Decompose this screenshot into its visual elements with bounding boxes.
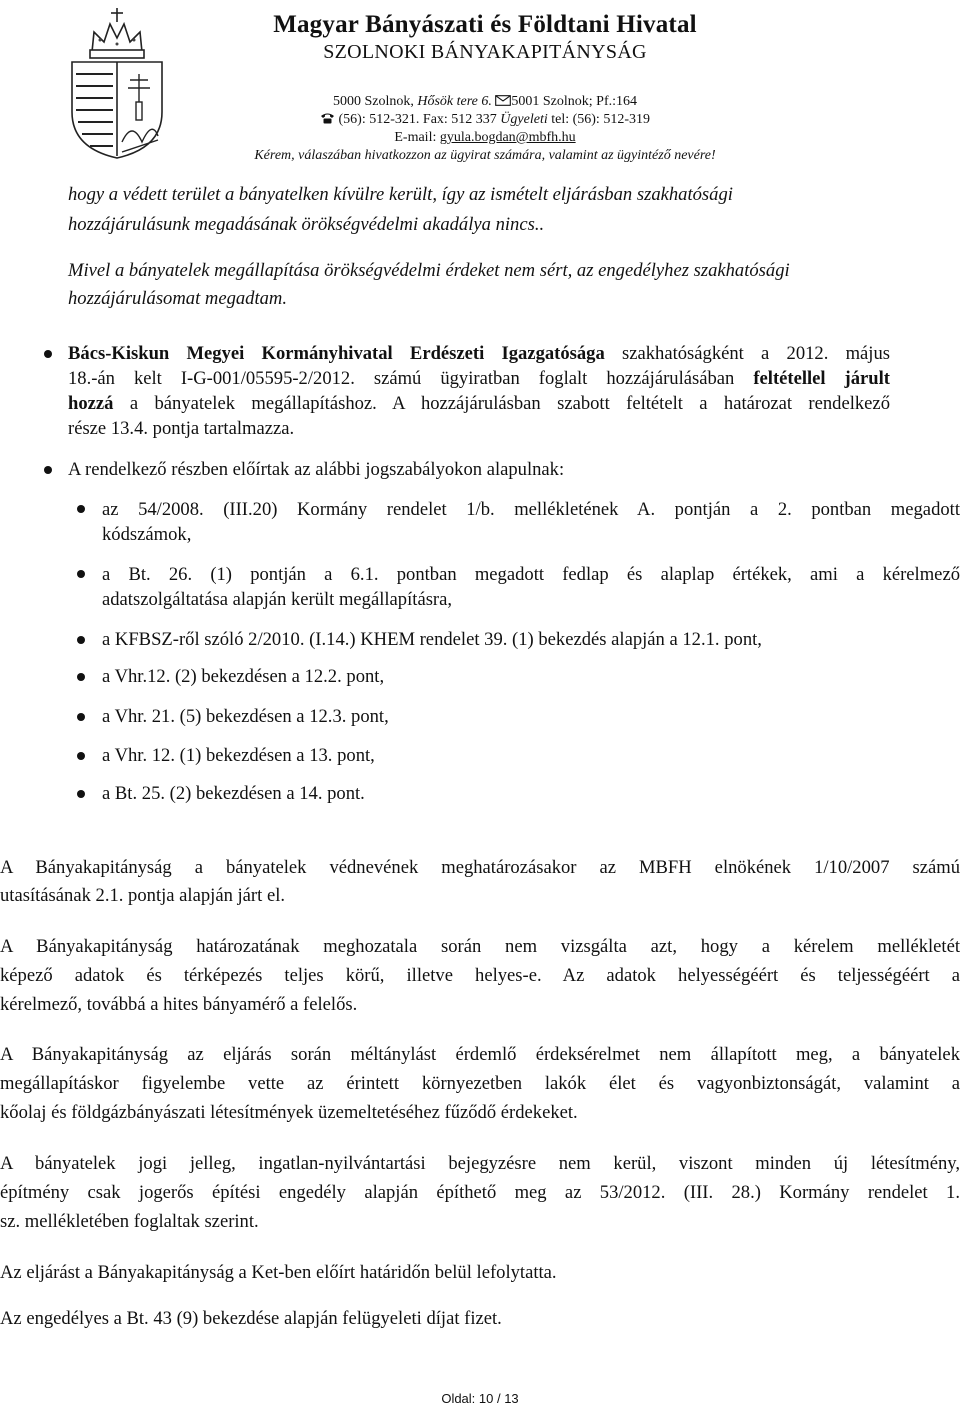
bullet-icon <box>77 570 85 578</box>
intro-line: hozzájárulásomat megadtam. <box>68 288 288 309</box>
legal-item: kódszámok, <box>102 524 192 545</box>
letterhead <box>200 10 770 163</box>
address-street: Hősök tere 6. <box>417 94 492 109</box>
organization-name: Magyar Bányászati és Földtani Hivatal <box>273 11 697 38</box>
intro-line: Mivel a bányatelek megállapítása örökségvédelmi érdeket nem sért, az engedélyhez szakhatósági <box>68 260 790 281</box>
paragraph-line: Az engedélyes a Bt. 43 (9) bekezdése alapján felügyeleti díjat fizet. <box>0 1308 502 1329</box>
paragraph-line: építmény csak jogerős építési engedély alapján építhető meg az 53/2012. (III. 28.) Kormány rendelet 1. <box>0 1182 960 1203</box>
email-line <box>200 129 770 147</box>
coat-of-arms-icon <box>64 2 170 160</box>
paragraph-line: A Bányakapitányság az eljárás során méltánylást érdemlő érdeksérelmet nem állapított meg, a bányatelek <box>0 1044 960 1065</box>
intro-line: hogy a védett terület a bányatelken kívülre került, így az ismételt eljárásban szakhatósági <box>68 184 733 205</box>
legal-basis-intro: A rendelkező részben előírtak az alábbi jogszabályokon alapulnak: <box>68 459 565 480</box>
legal-item: a Vhr.12. (2) bekezdésen a 12.2. pont, <box>102 666 385 687</box>
legal-item: adatszolgáltatása alapján került megállapításra, <box>102 589 453 610</box>
legal-item: a Bt. 25. (2) bekezdésen a 14. pont. <box>102 783 365 804</box>
bullet-icon <box>77 505 85 513</box>
paragraph-line: kérelmező, továbbá a hites bányamérő a felelős. <box>0 994 358 1015</box>
duty-phone: tel: (56): 512-319 <box>547 112 650 127</box>
phone-number: (56): 512-321. <box>338 112 420 127</box>
legal-item: a KFBSZ-ről szóló 2/2010. (I.14.) KHEM rendelet 39. (1) bekezdés alapján a 12.1. pont, <box>102 629 762 650</box>
duty-label: Ügyeleti <box>500 112 548 127</box>
address-line <box>200 93 770 111</box>
department-name: SZOLNOKI BÁNYAKAPITÁNYSÁG <box>323 41 647 63</box>
forestry-text: szakhatóságként a 2012. május <box>604 343 890 364</box>
phone-line <box>200 111 770 129</box>
intro-line: hozzájárulásunk megadásának örökségvédelmi akadálya nincs.. <box>68 214 545 235</box>
forestry-text: a bányatelek megállapításhoz. A hozzájárulásban szabott feltételt a határozat rendelkező <box>113 393 890 414</box>
paragraph-line: utasításának 2.1. pontja alapján járt el. <box>0 885 286 906</box>
paragraph-line: A Bányakapitányság a bányatelek védnevének meghatározásakor az MBFH elnökének 1/10/2007 számú <box>0 857 960 878</box>
envelope-icon <box>495 95 511 106</box>
legal-item: a Bt. 26. (1) pontján a 6.1. pontban megadott fedlap és alaplap értékek, ami a kérelmező <box>102 564 960 585</box>
fax-number: Fax: 512 337 <box>422 112 501 127</box>
paragraph-line: megállapításkor figyelembe vette az érintett környezetben lakók élet és vagyonbiztonságát, valamint a <box>0 1073 960 1094</box>
forestry-line: része 13.4. pontja tartalmazza. <box>68 418 295 439</box>
bullet-icon <box>77 636 85 644</box>
forestry-line <box>68 366 890 391</box>
bullet-icon <box>77 673 85 681</box>
paragraph-line: képező adatok és térképezés teljes körű, illetve helyes-e. Az adatok helyességéért és teljességéért a <box>0 965 960 986</box>
paragraph-line: kőolaj és földgázbányászati létesítmények üzemeltetéséhez fűződő érdekeket. <box>0 1102 578 1123</box>
forestry-line <box>68 391 890 416</box>
email-link[interactable]: gyula.bogdan@mbfh.hu <box>439 130 576 145</box>
paragraph-line: A bányatelek jogi jelleg, ingatlan-nyilvántartási bejegyzésre nem kerül, viszont minden új létesítmény, <box>0 1153 960 1174</box>
legal-item: a Vhr. 21. (5) bekezdésen a 12.3. pont, <box>102 706 389 727</box>
paragraph-line: Az eljárást a Bányakapitányság a Ket-ben előírt határidőn belül lefolytatta. <box>0 1262 557 1283</box>
forestry-text: 18.-án kelt I-G-001/05595-2/2012. számú ügyiratban foglalt hozzájárulásában <box>68 368 754 389</box>
condition-emphasis: feltétellel járult <box>753 368 890 389</box>
forestry-line <box>68 341 890 366</box>
bullet-icon <box>44 350 52 358</box>
address-city: 5000 Szolnok, <box>332 94 418 109</box>
reference-note: Kérem, válaszában hivatkozzon az ügyirat számára, valamint az ügyintéző nevére! <box>254 148 716 163</box>
bullet-icon <box>77 713 85 721</box>
address-po-box: 5001 Szolnok; Pf.:164 <box>511 94 638 109</box>
phone-icon <box>320 112 335 124</box>
email-label: E-mail: <box>394 130 440 145</box>
page-number: Oldal: 10 / 13 <box>441 1391 519 1406</box>
bullet-icon <box>77 752 85 760</box>
bullet-icon <box>44 466 52 474</box>
paragraph-line: A Bányakapitányság határozatának meghozatala során nem vizsgálta azt, hogy a kérelem mellékletét <box>0 936 960 957</box>
legal-item: az 54/2008. (III.20) Kormány rendelet 1/b. mellékletének A. pontján a 2. pontban megadott <box>102 499 960 520</box>
bullet-icon <box>77 790 85 798</box>
authority-name: Bács-Kiskun Megyei Kormányhivatal Erdészeti Igazgatósága <box>68 343 605 364</box>
condition-emphasis: hozzá <box>68 393 114 414</box>
legal-item: a Vhr. 12. (1) bekezdésen a 13. pont, <box>102 745 375 766</box>
paragraph-line: sz. mellékletében foglaltak szerint. <box>0 1211 259 1232</box>
